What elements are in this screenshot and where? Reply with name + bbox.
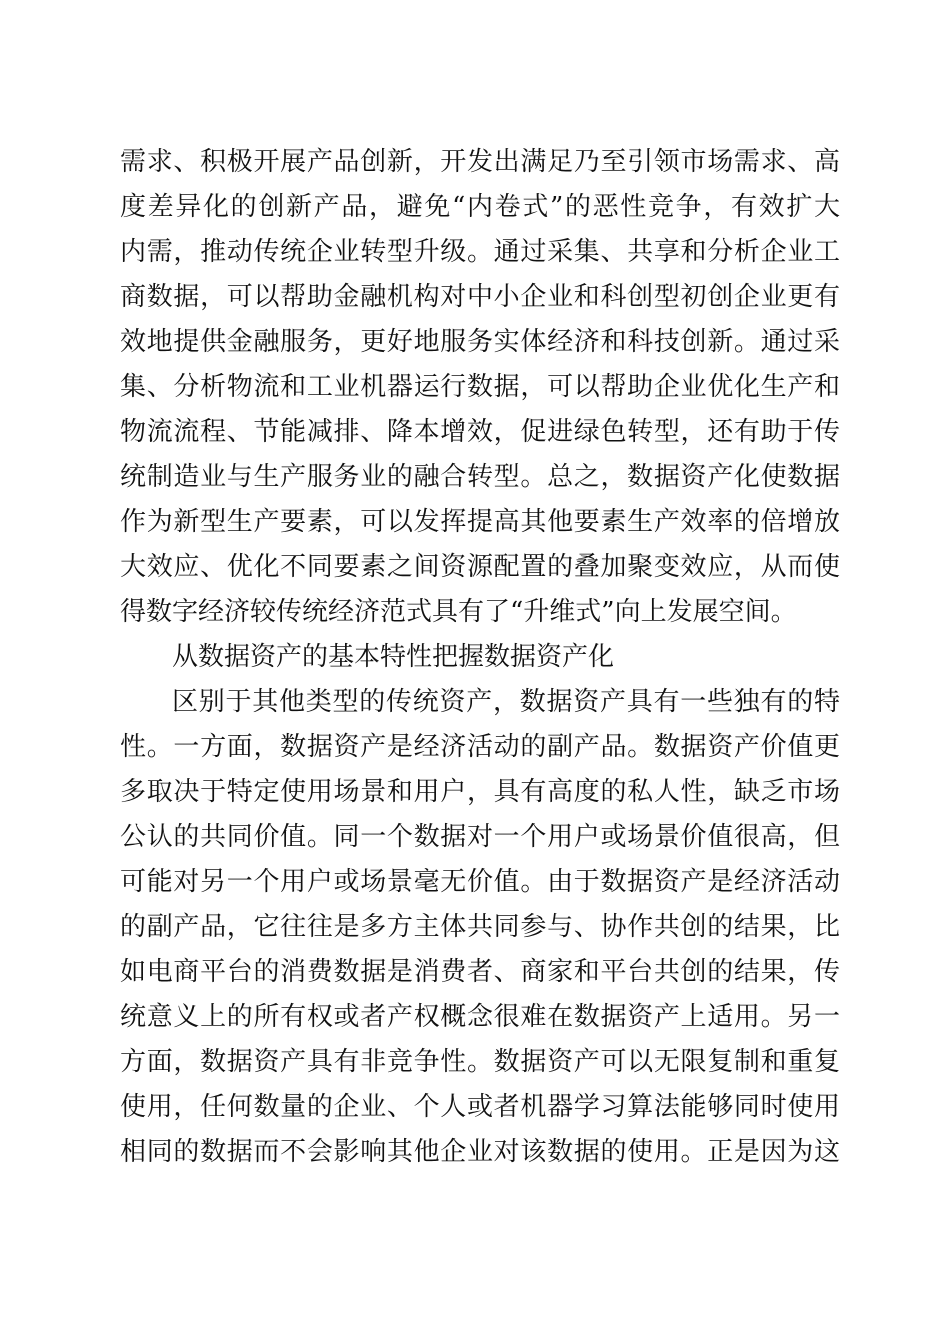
section-heading: 从数据资产的基本特性把握数据资产化 <box>172 642 615 672</box>
text-line-5: 效地提供金融服务，更好地服务实体经济和科技创新。通过采 <box>120 327 840 357</box>
text-line-23: 相同的数据而不会影响其他企业对该数据的使用。正是因为这 <box>120 1137 840 1167</box>
text-line-19: 如电商平台的消费数据是消费者、商家和平台共创的结果，传 <box>120 957 840 987</box>
text-line-18: 的副产品，它往往是多方主体共同参与、协作共创的结果，比 <box>120 912 840 942</box>
text-line-15: 多取决于特定使用场景和用户，具有高度的私人性，缺乏市场 <box>120 777 840 807</box>
text-line-4: 商数据，可以帮助金融机构对中小企业和科创型初创企业更有 <box>120 282 840 312</box>
text-line-14: 性。一方面，数据资产是经济活动的副产品。数据资产价值更 <box>120 732 840 762</box>
text-line-1: 需求、积极开展产品创新，开发出满足乃至引领市场需求、高 <box>120 147 840 177</box>
text-line-20: 统意义上的所有权或者产权概念很难在数据资产上适用。另一 <box>120 1002 840 1032</box>
text-line-8: 统制造业与生产服务业的融合转型。总之，数据资产化使数据 <box>120 462 840 492</box>
text-line-21: 方面，数据资产具有非竞争性。数据资产可以无限复制和重复 <box>120 1047 840 1077</box>
text-line-9: 作为新型生产要素，可以发挥提高其他要素生产效率的倍增放 <box>120 507 840 537</box>
text-line-22: 使用，任何数量的企业、个人或者机器学习算法能够同时使用 <box>120 1092 840 1122</box>
text-line-10: 大效应、优化不同要素之间资源配置的叠加聚变效应，从而使 <box>120 552 840 582</box>
text-line-3: 内需，推动传统企业转型升级。通过采集、共享和分析企业工 <box>120 237 840 267</box>
text-line-11: 得数字经济较传统经济范式具有了“升维式”向上发展空间。 <box>120 597 797 627</box>
text-line-7: 物流流程、节能减排、降本增效，促进绿色转型，还有助于传 <box>120 417 840 447</box>
text-line-6: 集、分析物流和工业机器运行数据，可以帮助企业优化生产和 <box>120 372 840 402</box>
text-line-13: 区别于其他类型的传统资产，数据资产具有一些独有的特 <box>172 687 840 717</box>
text-line-17: 可能对另一个用户或场景毫无价值。由于数据资产是经济活动 <box>120 867 840 897</box>
body-text <box>120 140 840 1175</box>
text-line-16: 公认的共同价值。同一个数据对一个用户或场景价值很高，但 <box>120 822 840 852</box>
text-line-2: 度差异化的创新产品，避免“内卷式”的恶性竞争，有效扩大 <box>120 192 840 222</box>
